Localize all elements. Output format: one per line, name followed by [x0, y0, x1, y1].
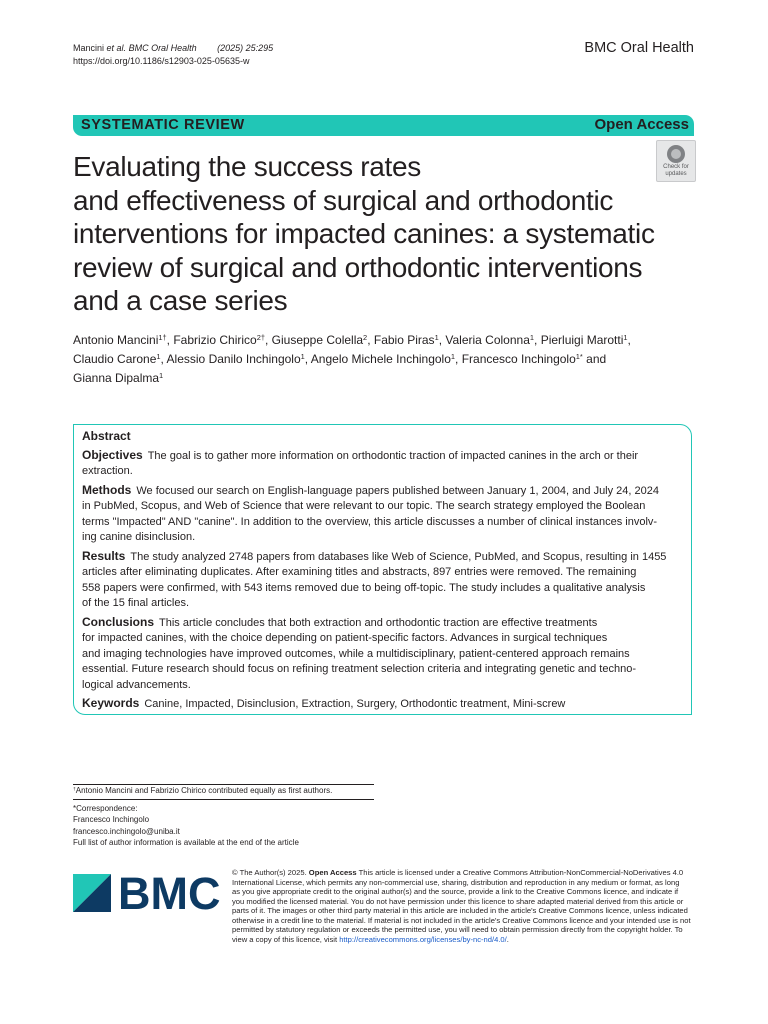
footnote-rule — [73, 784, 374, 785]
check-line1: Check for — [663, 164, 689, 170]
check-line2: updates — [665, 170, 687, 177]
correspondence-note — [73, 803, 299, 848]
article-type-label: SYSTEMATIC REVIEW — [81, 117, 245, 133]
abstract-conclusions: Conclusions This article concludes that both extraction and orthodontic traction are effective treatments for impacted canines, with the choice depending on patient-specific factors. Advances in surgical techniques and imaging technologies have improved outcomes, while a multidisciplinary, patient-centered approach remains essential. Future research should focus on refining treatment selection criteria and integrating genetic and techno- logical advancements. — [82, 614, 636, 691]
license-link[interactable]: http://creativecommons.org/licenses/by-nc-nd/4.0/ — [339, 934, 507, 944]
author-name[interactable]: Fabrizio Chirico$^{2\dagger}$ — [173, 332, 265, 347]
author-name[interactable]: Giuseppe Colella$^2$ — [271, 332, 368, 347]
section-label: Conclusions — [82, 614, 155, 629]
bmc-logo-text: BMC — [118, 868, 221, 919]
correspondence-email[interactable]: francesco.inchingolo@uniba.it — [73, 826, 180, 836]
license-line: otherwise in a credit line to the material. If material is not included in the article's Creative Commons licence and your intended use is not — [232, 915, 691, 925]
footnote-rule — [73, 799, 374, 800]
author-name[interactable]: Pierluigi Marotti$^1$ — [540, 332, 628, 347]
abstract-methods: Methods We focused our search on English-language papers published between January 1, 2004, and July 24, 2024 in PubMed, Scopus, and Web of Science that were relevant to our topic. The search strategy employed the Boolean terms "Impacted" AND "canine". In addition to the overview, this article discusses a number of clinical instances involv- ing canine disinclusion. — [82, 482, 659, 543]
license-line: parts of it. The images or other third party material in this article are included in the article's Creative Commons licence, unless indicated — [232, 906, 688, 915]
license-line: you modified the licensed material. You do not have permission under this licence to share adapted material derived from this article or — [232, 896, 684, 906]
author-line — [73, 369, 703, 388]
header-year-volume: (2025) 25:295 — [217, 43, 274, 53]
author-name[interactable]: Claudio Carone$^1$ — [73, 351, 161, 366]
abstract-results: Results The study analyzed 2748 papers from databases like Web of Science, PubMed, and Scopus, resulting in 1455 articles after eliminating duplicates. After examining titles and abstracts, 897 entries were removed. The remaining 558 papers were confirmed, with 543 items removed due to being off-topic. The study includes a qualitative analysis of the 15 final articles. — [82, 548, 667, 609]
abstract-keywords: Keywords Canine, Impacted, Disinclusion, Extraction, Surgery, Orthodontic treatment, Mini-screw — [82, 696, 566, 710]
author-name[interactable]: Valeria Colonna$^1$ — [445, 332, 535, 347]
abstract-box — [73, 424, 692, 715]
running-header — [73, 42, 273, 68]
header-author: Mancini et al. BMC Oral Health — [73, 43, 197, 53]
title-line: Evaluating the success rates — [73, 151, 422, 182]
author-name[interactable]: Alessio Danilo Inchingolo$^1$ — [166, 351, 305, 366]
article-title — [73, 150, 703, 318]
author-name[interactable]: Gianna Dipalma$^1$ — [73, 370, 164, 385]
open-access-label: Open Access — [594, 116, 689, 133]
title-line: and effectiveness of surgical and orthodontic — [73, 184, 614, 216]
license-line: as you give appropriate credit to the original author(s) and the source, provide a link to the Creative Commons licence, and indicate if — [232, 887, 679, 896]
author-name[interactable]: Francesco Inchingolo$^{1*}$ — [461, 351, 583, 366]
title-line: review of surgical and orthodontic interventions — [73, 251, 643, 283]
author-name[interactable]: Antonio Mancini$^{1\dagger}$ — [73, 332, 167, 347]
author-info-note: Full list of author information is available at the end of the article — [73, 837, 299, 847]
license-line: view a copy of this licence, visit http://creativecommons.org/licenses/by-nc-nd/4.0/. — [232, 934, 509, 944]
correspondence-label: *Correspondence: — [73, 804, 138, 813]
author-name[interactable]: Angelo Michele Inchingolo$^1$ — [310, 351, 456, 366]
title-line: and a case series — [73, 285, 288, 316]
license-line: permitted by statutory regulation or exceeds the permitted use, you will need to obtain permission directly from the copyright holder. To — [232, 925, 683, 934]
license-line: International License, which permits any non-commercial use, sharing, distribution and reproduction in any medium or format, as long — [232, 877, 680, 887]
license-line: © The Author(s) 2025. Open Access This article is licensed under a Creative Commons Attribution-NonCommercial-NoDerivatives 4.0 — [232, 868, 684, 877]
abstract-heading: Abstract — [82, 429, 131, 443]
journal-name: BMC Oral Health — [584, 40, 694, 56]
author-line: Claudio Carone$^1$, Alessio Danilo Inchingolo$^1$, Angelo Michele Inchingolo$^1$, Francesco Inchingolo$^{1*}$ and — [73, 351, 607, 366]
license-statement — [232, 868, 694, 944]
article-type-banner — [73, 115, 694, 136]
author-name[interactable]: Fabio Piras$^1$ — [373, 332, 439, 347]
bmc-logo-icon — [73, 874, 111, 912]
section-label: Keywords — [82, 696, 140, 710]
section-label: Objectives — [82, 447, 143, 462]
author-line: Antonio Mancini$^{1\dagger}$, Fabrizio Chirico$^{2\dagger}$, Giuseppe Colella$^2$, Fabio Piras$^1$, Valeria Colonna$^1$, Pierluigi Marotti$^1$, — [73, 332, 631, 347]
section-label: Results — [82, 548, 126, 563]
correspondence-name: Francesco Inchingolo — [73, 815, 150, 825]
header-doi[interactable]: https://doi.org/10.1186/s12903-025-05635-w — [73, 56, 250, 66]
author-list — [73, 331, 703, 388]
section-label: Methods — [82, 482, 132, 497]
equal-contribution-note: †Antonio Mancini and Fabrizio Chirico contributed equally as first authors. — [73, 786, 333, 795]
abstract-objectives: Objectives The goal is to gather more information on orthodontic traction of impacted canines in the arch or their extraction. — [82, 447, 639, 477]
title-line: interventions for impacted canines: a systematic — [73, 218, 655, 249]
